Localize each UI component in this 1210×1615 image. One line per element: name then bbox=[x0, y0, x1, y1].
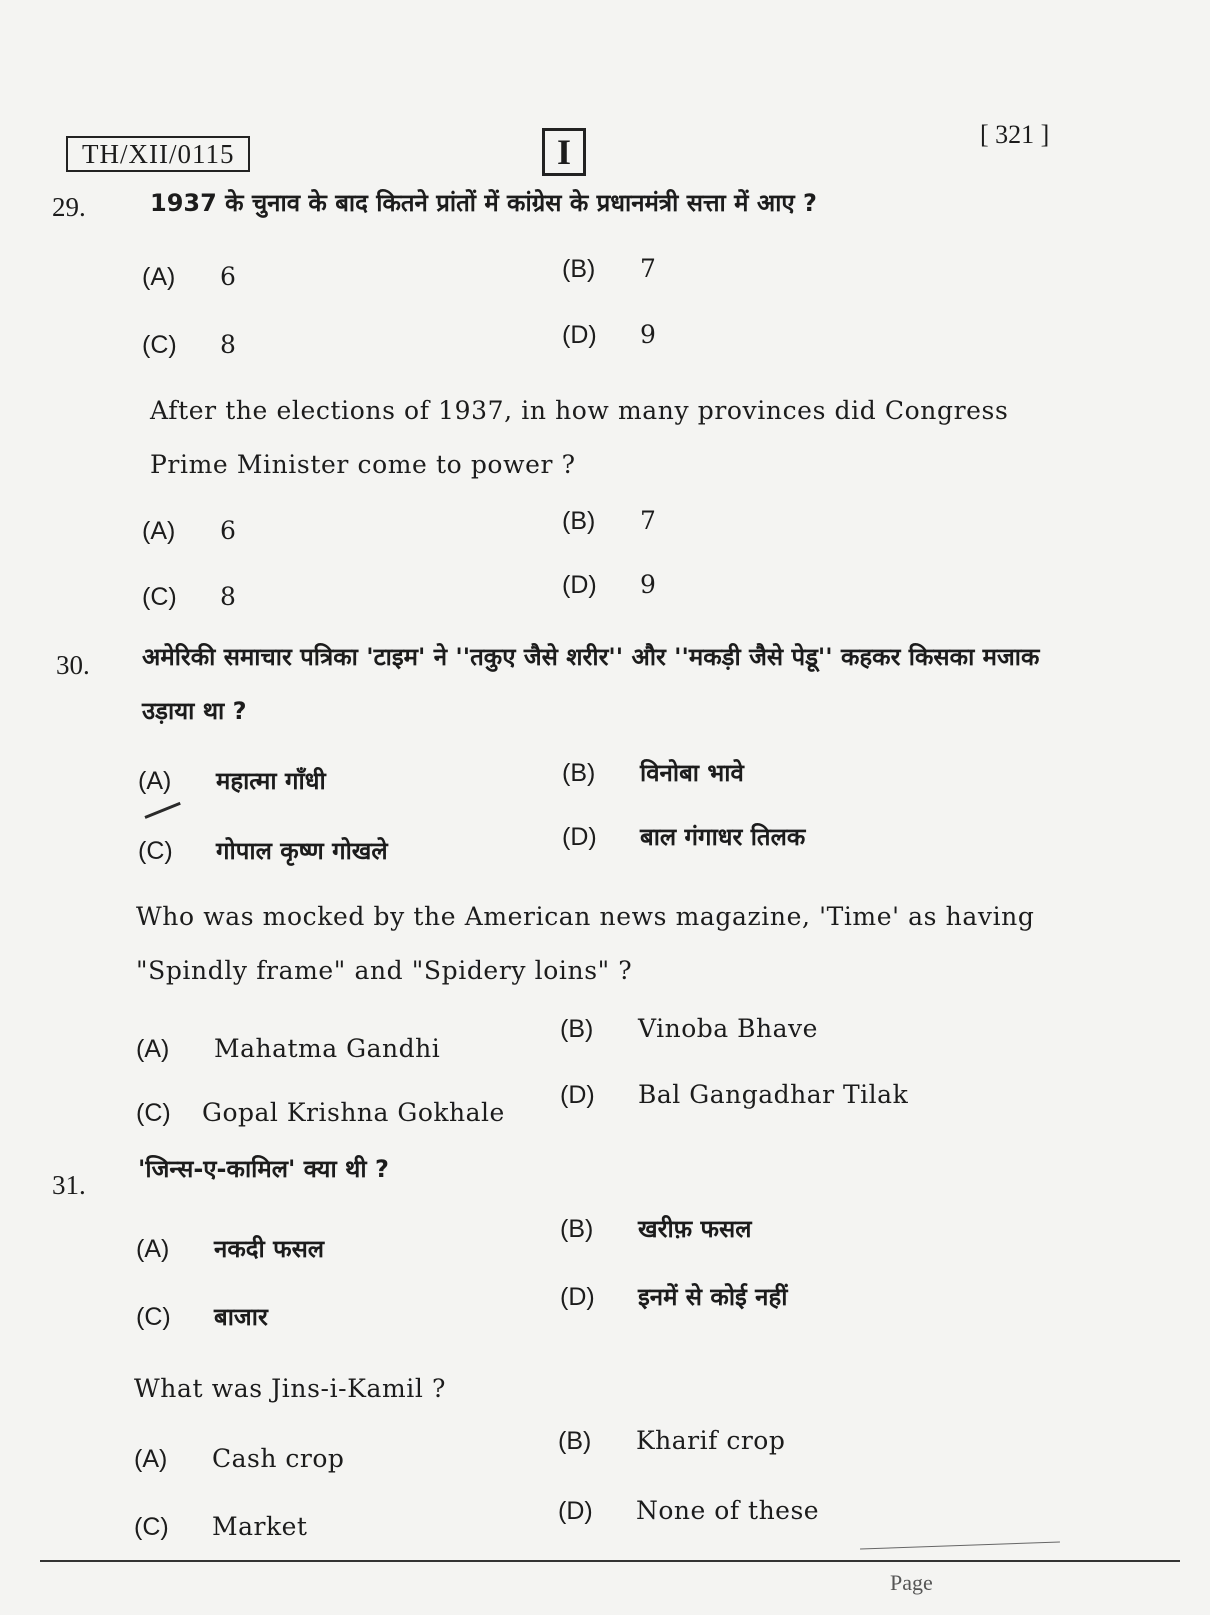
option-label: (D) bbox=[562, 823, 597, 851]
option-label: (B) bbox=[562, 759, 596, 787]
option-label: (B) bbox=[558, 1427, 592, 1455]
option-c-hindi bbox=[136, 1300, 268, 1333]
option-value: Kharif crop bbox=[636, 1426, 786, 1455]
option-d-english bbox=[560, 1080, 908, 1110]
question-text-english: After the elections of 1937, in how many provinces did Congress Prime Minister come to power ? bbox=[150, 396, 1009, 479]
option-value: Vinoba Bhave bbox=[638, 1014, 818, 1043]
option-label: (C) bbox=[138, 837, 173, 865]
option-value: Market bbox=[212, 1512, 308, 1541]
option-value: 8 bbox=[220, 582, 237, 611]
option-b-hindi bbox=[560, 1212, 752, 1245]
option-b-hindi bbox=[562, 756, 744, 789]
option-value: इनमें से कोई नहीं bbox=[638, 1283, 788, 1311]
option-label: (C) bbox=[142, 583, 177, 611]
question-text-hindi: 1937 के चुनाव के बाद कितने प्रांतों में कांग्रेस के प्रधानमंत्री सत्ता में आए ? bbox=[150, 189, 817, 217]
question-text-english: What was Jins-i-Kamil ? bbox=[134, 1374, 447, 1403]
option-value: बाल गंगाधर तिलक bbox=[640, 823, 806, 851]
option-label: (B) bbox=[560, 1015, 594, 1043]
option-d-hindi bbox=[560, 1280, 787, 1313]
option-a-hindi bbox=[136, 1232, 324, 1265]
option-label: (A) bbox=[138, 767, 172, 795]
option-label: (A) bbox=[136, 1035, 170, 1063]
option-c-hindi bbox=[138, 834, 388, 867]
option-a-hindi bbox=[142, 262, 236, 292]
question-text-hindi: अमेरिकी समाचार पत्रिका 'टाइम' ने ''तकुए जैसे शरीर'' और ''मकड़ी जैसे पेडू'' कहकर किसका मजाक उड़ाया था ? bbox=[142, 643, 1040, 725]
option-value: Mahatma Gandhi bbox=[214, 1034, 441, 1063]
option-c-english bbox=[142, 582, 236, 612]
question-number: 29. bbox=[52, 192, 86, 222]
option-c-english bbox=[134, 1512, 307, 1542]
page-number: [ 321 ] bbox=[980, 120, 1050, 149]
option-b-hindi bbox=[562, 254, 656, 284]
option-label: (D) bbox=[562, 571, 597, 599]
option-value: 9 bbox=[640, 570, 657, 599]
option-label: (D) bbox=[560, 1081, 595, 1109]
footer-rule bbox=[40, 1560, 1180, 1562]
option-value: नकदी फसल bbox=[214, 1235, 325, 1263]
question-number: 31. bbox=[52, 1170, 86, 1200]
set-label: I bbox=[542, 128, 586, 176]
option-label: (D) bbox=[558, 1497, 593, 1525]
option-d-hindi bbox=[562, 820, 805, 853]
option-value: खरीफ़ फसल bbox=[638, 1215, 752, 1243]
option-b-english bbox=[558, 1426, 785, 1456]
option-c-english bbox=[136, 1098, 505, 1128]
option-label: (D) bbox=[560, 1283, 595, 1311]
page-footer-label: Page bbox=[890, 1570, 933, 1595]
option-d-english bbox=[562, 570, 656, 600]
option-label: (C) bbox=[142, 331, 177, 359]
question-number: 30. bbox=[56, 650, 90, 680]
option-a-english bbox=[136, 1034, 440, 1064]
paper-code: TH/XII/0115 bbox=[66, 136, 250, 172]
footer-short-rule bbox=[860, 1542, 1060, 1550]
option-a-hindi bbox=[138, 764, 326, 797]
option-label: (A) bbox=[142, 517, 176, 545]
option-label: (B) bbox=[562, 255, 596, 283]
option-label: (B) bbox=[560, 1215, 594, 1243]
option-b-english bbox=[562, 506, 656, 536]
option-value: None of these bbox=[636, 1496, 820, 1525]
option-value: Bal Gangadhar Tilak bbox=[638, 1080, 909, 1109]
option-value: महात्मा गाँधी bbox=[216, 767, 326, 795]
option-label: (D) bbox=[562, 321, 597, 349]
option-label: (C) bbox=[136, 1303, 171, 1331]
option-a-english bbox=[134, 1444, 344, 1474]
option-value: Gopal Krishna Gokhale bbox=[202, 1098, 505, 1127]
option-label: (B) bbox=[562, 507, 596, 535]
question-text-hindi: 'जिन्स-ए-कामिल' क्या थी ? bbox=[138, 1155, 389, 1183]
option-value: 9 bbox=[640, 320, 657, 349]
option-value: 8 bbox=[220, 330, 237, 359]
option-b-english bbox=[560, 1014, 818, 1044]
option-d-english bbox=[558, 1496, 819, 1526]
option-value: बाजार bbox=[214, 1303, 268, 1331]
option-value: 6 bbox=[220, 262, 237, 291]
option-label: (A) bbox=[136, 1235, 170, 1263]
option-value: 7 bbox=[640, 506, 657, 535]
option-label: (C) bbox=[136, 1099, 171, 1127]
option-value: 6 bbox=[220, 516, 237, 545]
option-label: (C) bbox=[134, 1513, 169, 1541]
option-c-hindi bbox=[142, 330, 236, 360]
question-text-english: Who was mocked by the American news magazine, 'Time' as having "Spindly frame" and "Spidery loins" ? bbox=[136, 902, 1035, 985]
option-value: विनोबा भावे bbox=[640, 759, 744, 787]
option-value: Cash crop bbox=[212, 1444, 345, 1473]
option-a-english bbox=[142, 516, 236, 546]
option-d-hindi bbox=[562, 320, 656, 350]
option-value: 7 bbox=[640, 254, 657, 283]
option-label: (A) bbox=[142, 263, 176, 291]
option-label: (A) bbox=[134, 1445, 168, 1473]
option-value: गोपाल कृष्ण गोखले bbox=[216, 837, 388, 865]
